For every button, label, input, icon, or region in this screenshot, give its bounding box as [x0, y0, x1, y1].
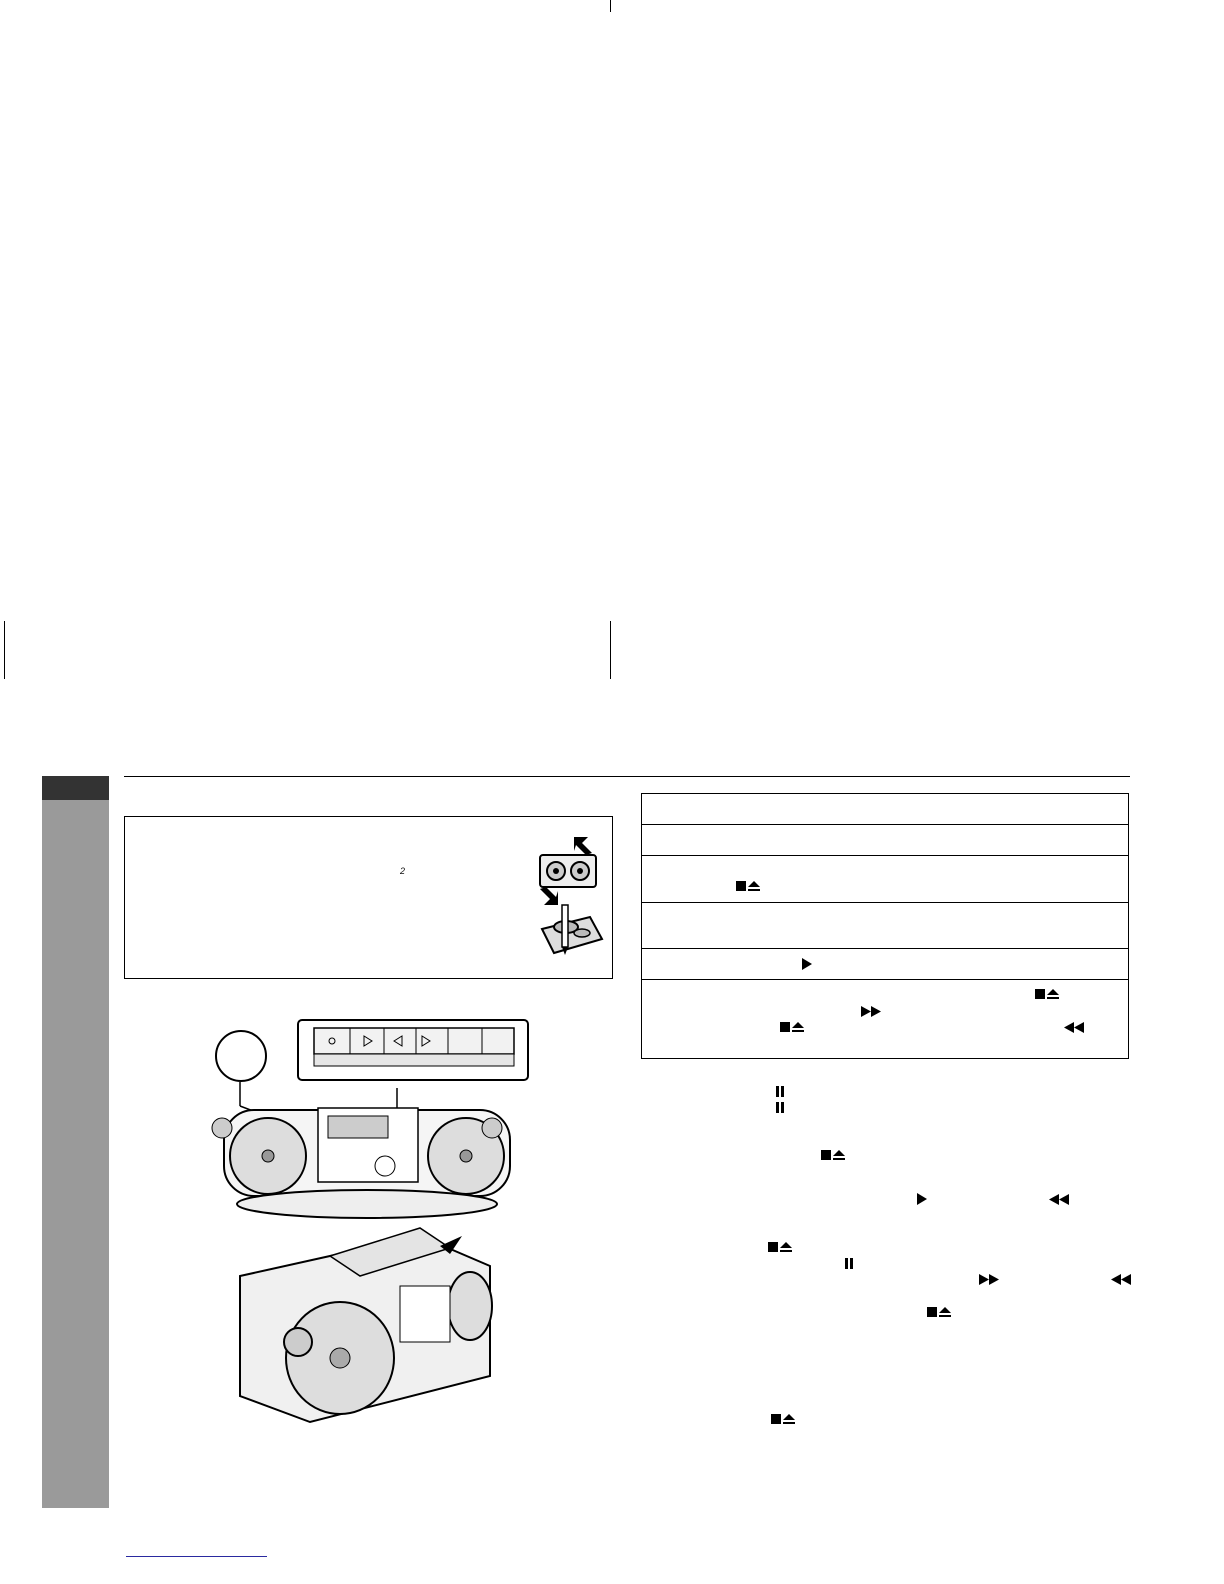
superscript-mark: 2 — [400, 866, 406, 876]
play-icon — [802, 958, 812, 970]
step-3 — [642, 856, 1128, 903]
playback-steps-table — [641, 793, 1129, 1059]
section-side-tab — [42, 800, 109, 1508]
stop-eject-icon — [771, 1414, 795, 1424]
pause-icon — [776, 1086, 784, 1097]
rewind-icon — [1049, 1194, 1069, 1205]
cassette-note-box — [124, 816, 613, 979]
crop-mark-right — [610, 621, 611, 679]
stop-eject-icon — [768, 1242, 792, 1252]
stop-eject-icon — [821, 1150, 845, 1160]
stop-eject-icon — [1035, 989, 1059, 999]
fast-forward-icon — [979, 1274, 999, 1285]
rewind-icon — [1064, 1022, 1084, 1033]
header-rule — [124, 776, 1130, 777]
stop-eject-icon — [780, 1022, 804, 1032]
section-tab-header — [42, 776, 109, 800]
crop-mark-top — [610, 0, 611, 12]
step-5 — [642, 949, 1128, 980]
step-6 — [642, 980, 1128, 1058]
pencil-tape-icon — [528, 899, 608, 971]
play-icon — [917, 1193, 927, 1205]
crop-mark-left — [4, 621, 5, 679]
step-1 — [642, 794, 1128, 825]
footer-link-underline[interactable] — [126, 1556, 267, 1557]
cd-radio-cassette-illustration — [200, 1016, 540, 1426]
step-4 — [642, 903, 1128, 949]
rewind-icon — [1111, 1274, 1131, 1285]
pause-icon — [845, 1258, 853, 1269]
step-2 — [642, 825, 1128, 856]
stop-eject-icon — [736, 881, 760, 891]
cassette-tape-icon — [528, 833, 608, 909]
fast-forward-icon — [861, 1006, 881, 1017]
stop-eject-icon — [927, 1307, 951, 1317]
pause-icon — [776, 1102, 784, 1113]
